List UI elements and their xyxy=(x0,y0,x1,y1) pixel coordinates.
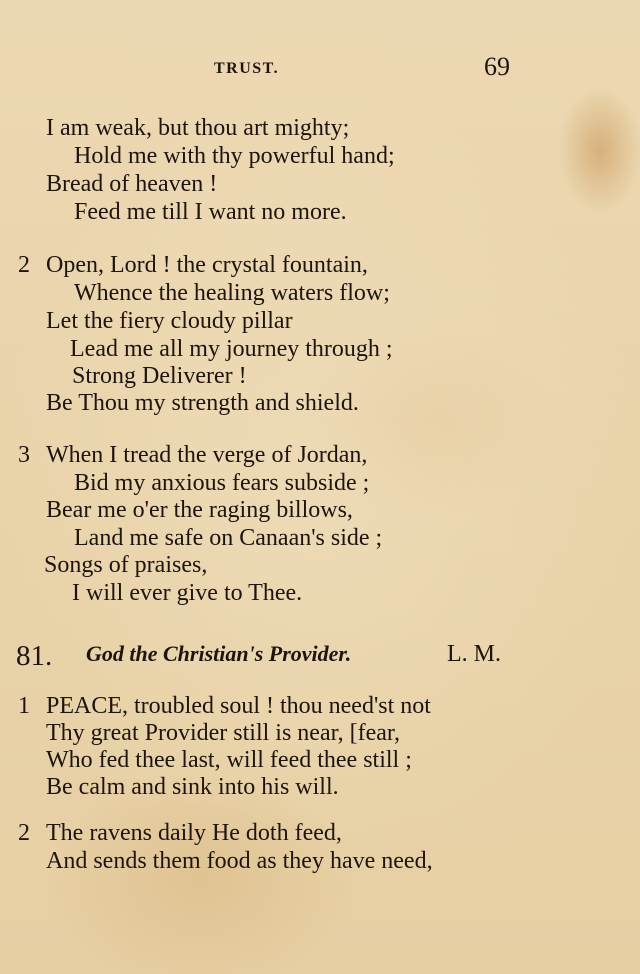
verse-line: Lead me all my journey through ; xyxy=(70,336,393,362)
verse-line: Let the fiery cloudy pillar xyxy=(46,308,293,334)
hymn-meter: L. M. xyxy=(447,641,501,667)
verse-line: I am weak, but thou art mighty; xyxy=(46,115,350,141)
verse-line: Bid my anxious fears subside ; xyxy=(74,470,370,496)
hymn-title: God the Christian's Provider. xyxy=(86,641,352,666)
running-title: TRUST. xyxy=(214,60,280,77)
verse-line: Hold me with thy powerful hand; xyxy=(74,143,395,169)
verse-line: I will ever give to Thee. xyxy=(72,580,303,606)
verse-line: Who fed thee last, will feed thee still ; xyxy=(46,747,412,773)
verse-line: When I tread the verge of Jordan, xyxy=(46,442,368,468)
verse-line: Bread of heaven ! xyxy=(46,171,218,197)
verse-line: Feed me till I want no more. xyxy=(74,199,347,225)
verse-line: And sends them food as they have need, xyxy=(46,848,433,874)
verse-line: Whence the healing waters flow; xyxy=(74,280,390,306)
verse-line: Be Thou my strength and shield. xyxy=(46,390,359,416)
verse-line: Open, Lord ! the crystal fountain, xyxy=(46,252,368,278)
stanza-number: 2 xyxy=(18,820,30,846)
verse-line: Bear me o'er the raging billows, xyxy=(46,497,353,523)
verse-line: The ravens daily He doth feed, xyxy=(46,820,342,846)
verse-line: Be calm and sink into his will. xyxy=(46,774,339,800)
page-number: 69 xyxy=(484,52,510,81)
verse-line: Thy great Provider still is near, [fear, xyxy=(46,720,400,746)
verse-line: Songs of praises, xyxy=(44,552,208,578)
verse-line: PEACE, troubled soul ! thou need'st not xyxy=(46,693,431,719)
verse-line: Strong Deliverer ! xyxy=(72,363,247,389)
stanza-number: 2 xyxy=(18,252,30,278)
hymn-number: 81. xyxy=(16,640,53,672)
verse-line: Land me safe on Canaan's side ; xyxy=(74,525,383,551)
stanza-number: 1 xyxy=(18,693,30,719)
stanza-number: 3 xyxy=(18,442,30,468)
